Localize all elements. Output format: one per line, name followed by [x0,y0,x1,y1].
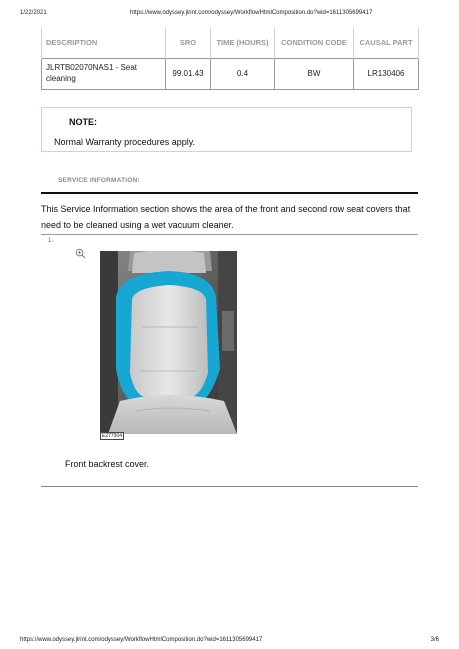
column-header-causal-part: CAUSAL PART [354,28,419,59]
section-divider [41,192,418,194]
figure-caption: Front backrest cover. [65,459,150,469]
column-header-description: DESCRIPTION [42,28,166,59]
note-text: Normal Warranty procedures apply. [54,137,196,147]
table-header-row [42,28,419,59]
page-number: 3/6 [430,637,439,643]
table-row [42,59,419,90]
time-cell: 0.4 [211,59,275,90]
service-info-text: This Service Information section shows the area of the front and second row seat covers that need to be cleaned using a wet vacuum cleaner. [41,204,411,230]
footer-url[interactable]: https://www.odyssey.jlrint.com/odyssey/WorkflowHtmlComposition.do?wid=1611305699417 [20,637,263,643]
note-title: NOTE: [69,117,97,127]
note-box [41,107,412,152]
seat-photo[interactable] [100,251,237,434]
labour-table [41,28,419,90]
description-cell: JLRTB02070NAS1 - Seat cleaning [42,59,166,90]
sro-cell: 99.01.43 [166,59,211,90]
service-info-heading: SERVICE INFORMATION: [58,177,140,184]
column-header-sro: SRO [166,28,211,59]
step-number: 1. [48,238,54,244]
bottom-divider [41,486,418,487]
print-date: 1/22/2021 [20,10,47,16]
zoom-in-icon[interactable] [75,248,86,259]
causal-part-cell: LR130406 [354,59,419,90]
column-header-condition-code: CONDITION CODE [275,28,354,59]
column-header-time: TIME (HOURS) [211,28,275,59]
figure-id: E277904 [102,433,123,439]
condition-code-cell: BW [275,59,354,90]
paragraph-divider [41,234,418,235]
header-url[interactable]: https://www.odyssey.jlrint.com/odyssey/WorkflowHtmlComposition.do?wid=1611305699417 [130,10,373,16]
